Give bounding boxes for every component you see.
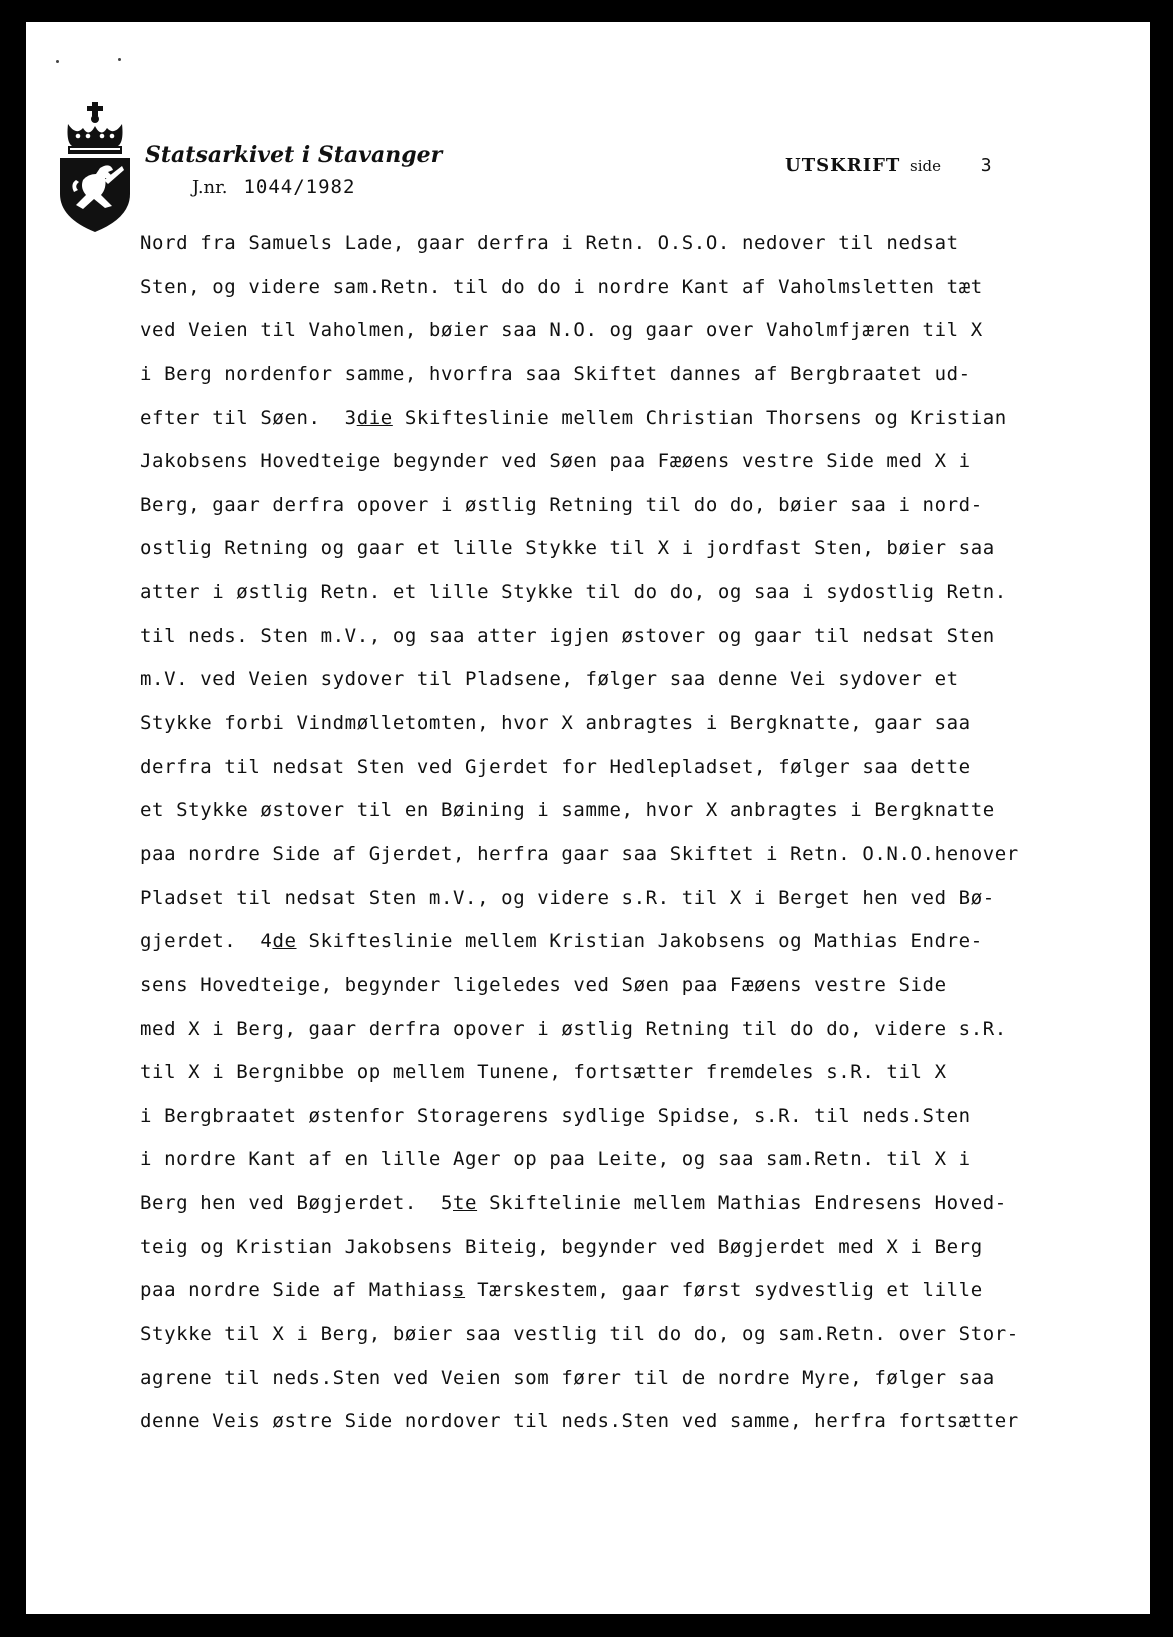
side-label: side [910, 157, 942, 175]
jnr-value: 1044/1982 [243, 176, 356, 198]
text-line [140, 1313, 1140, 1357]
text-line [140, 309, 1140, 353]
text-segment: Jakobsens Hovedteige begynder ved Søen paa Fæøens vestre Side med X i [140, 450, 971, 473]
text-segment: atter i østlig Retn. et lille Stykke til do do, og saa i sydostlig Retn. [140, 581, 1007, 604]
text-segment: i Berg nordenfor samme, hvorfra saa Skiftet dannes af Bergbraatet ud- [140, 362, 971, 385]
text-line [140, 440, 1140, 484]
text-segment: ostlig Retning og gaar et lille Stykke til X i jordfast Sten, bøier saa [140, 537, 995, 560]
text-line [140, 615, 1140, 659]
text-segment: Berg, gaar derfra opover i østlig Retning til do do, bøier saa i nord- [140, 493, 983, 516]
text-segment: agrene til neds.Sten ved Veien som fører til de nordre Myre, følger saa [140, 1366, 995, 1389]
text-line [140, 1269, 1140, 1313]
page-number: 3 [980, 155, 992, 176]
underlined-ordinal: te [453, 1192, 478, 1215]
text-line [140, 920, 1140, 964]
text-line [140, 1226, 1140, 1270]
text-segment: paa nordre Side af Gjerdet, herfra gaar saa Skiftet i Retn. O.N.O.henover [140, 842, 1019, 865]
scan-speck [118, 58, 121, 61]
text-line [140, 964, 1140, 1008]
text-line [140, 222, 1140, 266]
text-segment: Skiftelinie mellem Mathias Endresens Hoved- [477, 1192, 1007, 1215]
utskrift-label: UTSKRIFT [785, 155, 901, 176]
text-segment: Skifteslinie mellem Christian Thorsens og Kristian [392, 406, 1007, 429]
text-segment: Nord fra Samuels Lade, gaar derfra i Retn. O.S.O. nedover til nedsat [140, 232, 959, 254]
text-segment: derfra til nedsat Sten ved Gjerdet for Hedlepladset, følger saa dette [140, 755, 971, 778]
text-segment: til X i Bergnibbe op mellem Tunene, fortsætter fremdeles s.R. til X [140, 1061, 947, 1084]
text-segment: paa nordre Side af Mathias [140, 1279, 454, 1302]
underlined-ordinal: s [453, 1279, 466, 1302]
text-line [140, 397, 1140, 441]
text-line [140, 353, 1140, 397]
text-line [140, 877, 1140, 921]
text-segment: teig og Kristian Jakobsens Biteig, begynder ved Bøgjerdet med X i Berg [140, 1235, 983, 1258]
text-segment: Berg hen ved Bøgjerdet. 5 [140, 1192, 454, 1215]
text-line [140, 1182, 1140, 1226]
text-line [140, 571, 1140, 615]
text-segment: ved Veien til Vaholmen, bøier saa N.O. og gaar over Vaholmfjæren til X [140, 319, 983, 342]
text-line [140, 833, 1140, 877]
text-segment: Tærskestem, gaar først sydvestlig et lille [465, 1279, 983, 1302]
text-line [140, 702, 1140, 746]
text-segment: gjerdet. 4 [140, 930, 273, 953]
underlined-ordinal: de [272, 930, 297, 953]
text-segment: sens Hovedteige, begynder ligeledes ved Søen paa Fæøens vestre Side [140, 973, 947, 996]
text-segment: med X i Berg, gaar derfra opover i østlig Retning til do do, videre s.R. [140, 1017, 1007, 1040]
text-segment: m.V. ved Veien sydover til Pladsene, følger saa denne Vei sydover et [140, 668, 959, 691]
jnr-label: J.nr. [192, 177, 228, 198]
archive-name: Statsarkivet i Stavanger [145, 142, 443, 168]
text-line [140, 527, 1140, 571]
text-segment: et Stykke østover til en Bøining i samme, hvor X anbragtes i Bergknatte [140, 799, 995, 822]
text-line [140, 1138, 1140, 1182]
text-segment: til neds. Sten m.V., og saa atter igjen østover og gaar til nedsat Sten [140, 624, 995, 647]
text-segment: Skifteslinie mellem Kristian Jakobsens og Mathias Endre- [296, 930, 983, 953]
transcript-body [140, 222, 1140, 1444]
text-line [140, 1400, 1140, 1444]
text-line [140, 746, 1140, 790]
text-line [140, 484, 1140, 528]
journal-number [192, 176, 355, 198]
text-line [140, 658, 1140, 702]
coat-of-arms-icon [58, 102, 132, 232]
text-line [140, 789, 1140, 833]
text-line [140, 1051, 1140, 1095]
text-segment: Stykke til X i Berg, bøier saa vestlig til do do, og sam.Retn. over Stor- [140, 1323, 1019, 1346]
text-line [140, 266, 1140, 310]
underlined-ordinal: die [356, 406, 393, 429]
page-header-right [785, 155, 992, 176]
text-segment: denne Veis østre Side nordover til neds.Sten ved samme, herfra fortsætter [140, 1410, 1019, 1433]
scan-speck [56, 60, 59, 63]
text-segment: i Bergbraatet østenfor Storagerens sydlige Spidse, s.R. til neds.Sten [140, 1104, 971, 1127]
text-segment: Stykke forbi Vindmølletomten, hvor X anbragtes i Bergknatte, gaar saa [140, 712, 971, 735]
text-segment: efter til Søen. 3 [140, 406, 357, 429]
text-line [140, 1008, 1140, 1052]
text-line [140, 1095, 1140, 1139]
text-segment: Pladset til nedsat Sten m.V., og videre s.R. til X i Berget hen ved Bø- [140, 886, 995, 909]
text-line [140, 1357, 1140, 1401]
text-segment: Sten, og videre sam.Retn. til do do i nordre Kant af Vaholmsletten tæt [140, 275, 983, 298]
text-segment: i nordre Kant af en lille Ager op paa Leite, og saa sam.Retn. til X i [140, 1148, 971, 1171]
